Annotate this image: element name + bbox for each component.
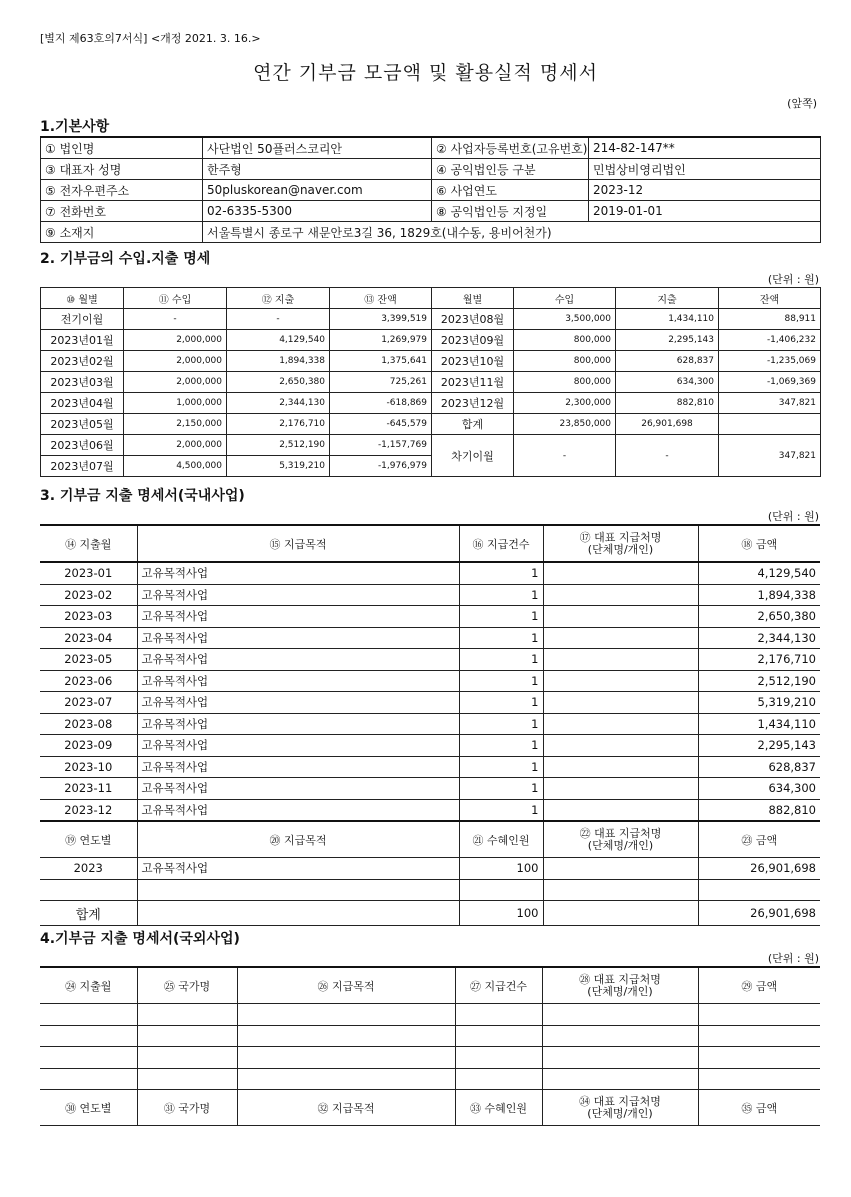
empty-cell: [237, 1068, 455, 1090]
section-income-title: 2. 기부금의 수입.지출 명세: [40, 251, 211, 267]
purpose-cell: 고유목적사업: [137, 713, 459, 735]
unit-label: (단위 : 원): [767, 273, 819, 286]
recipient-cell: [543, 627, 698, 649]
empty-cell: [40, 1068, 137, 1090]
empty-cell: [137, 1047, 237, 1069]
table-row: [40, 1025, 820, 1047]
value-cell: 5,319,210: [227, 456, 330, 477]
recipient-cell: [543, 670, 698, 692]
count-cell: 100: [459, 901, 543, 926]
amount-cell: 1,434,110: [698, 713, 820, 735]
label-cell: ⑤ 전자우편주소: [41, 180, 203, 201]
value-cell: -: [124, 309, 227, 330]
amount-cell: 26,901,698: [698, 901, 820, 926]
month-cell: 전기이월: [41, 309, 124, 330]
label-cell: ② 사업자등록번호(고유번호): [432, 137, 589, 159]
purpose-cell: 고유목적사업: [137, 735, 459, 757]
count-cell: 100: [459, 858, 543, 880]
domestic-expense-table: [40, 524, 820, 926]
empty-cell: [698, 1004, 820, 1026]
month-cell: 2023년03월: [41, 372, 124, 393]
table-row: [41, 137, 821, 159]
amount-cell: 628,837: [698, 756, 820, 778]
header-cell: ⑳ 지급목적: [137, 821, 459, 858]
month-cell: 2023-03: [40, 606, 137, 628]
header-cell: ⑯ 지급건수: [459, 525, 543, 562]
value-cell: -1,157,769: [330, 435, 432, 456]
form-reference: [별지 제63호의7서식] <개정 2021. 3. 16.>: [40, 32, 261, 45]
header-cell: ⑪ 수입: [124, 288, 227, 309]
table-row: [40, 713, 820, 735]
count-cell: 1: [459, 778, 543, 800]
header-cell: ⑲ 연도별: [40, 821, 137, 858]
label-cell: ⑨ 소재지: [41, 222, 203, 243]
empty-cell: [40, 1004, 137, 1026]
month-cell: 2023-01: [40, 562, 137, 584]
page-side-label: (앞쪽): [787, 97, 817, 110]
purpose-cell: 고유목적사업: [137, 799, 459, 821]
header-cell: [542, 1090, 698, 1126]
header-cell: ⑭ 지출월: [40, 525, 137, 562]
recipient-cell: [543, 692, 698, 714]
carry-forward-label: 차기이월: [432, 435, 514, 477]
value-cell: -1,406,232: [719, 330, 821, 351]
recipient-cell: [543, 713, 698, 735]
header-cell: ㉟ 금액: [698, 1090, 820, 1126]
label-cell: ⑧ 공익법인등 지정일: [432, 201, 589, 222]
month-cell: 2023년07월: [41, 456, 124, 477]
month-cell: 2023-07: [40, 692, 137, 714]
purpose-cell: 고유목적사업: [137, 562, 459, 584]
table-row: [40, 858, 820, 880]
recipient-cell: [543, 606, 698, 628]
count-cell: 1: [459, 627, 543, 649]
value-cell: 23,850,000: [514, 414, 616, 435]
recipient-cell: [543, 584, 698, 606]
label-cell: ④ 공익법인등 구분: [432, 159, 589, 180]
table-row: [40, 1004, 820, 1026]
month-cell: 2023년12월: [432, 393, 514, 414]
value-cell: 2,344,130: [227, 393, 330, 414]
month-cell: 2023-12: [40, 799, 137, 821]
header-cell: ㉑ 수혜인원: [459, 821, 543, 858]
header-cell: 월별: [432, 288, 514, 309]
overseas-expense-table: [40, 966, 820, 1126]
header-cell: [542, 967, 698, 1004]
value-cell: 3,500,000: [514, 309, 616, 330]
month-cell: 2023년05월: [41, 414, 124, 435]
month-cell: 2023-06: [40, 670, 137, 692]
purpose-cell: 고유목적사업: [137, 649, 459, 671]
month-cell: 2023-02: [40, 584, 137, 606]
table-header-row: [40, 1090, 820, 1126]
unit-label: (단위 : 원): [767, 510, 819, 523]
table-row: [41, 435, 821, 456]
empty-cell: [237, 1025, 455, 1047]
label-cell: ⑥ 사업연도: [432, 180, 589, 201]
value-cell: 800,000: [514, 351, 616, 372]
table-row: [40, 606, 820, 628]
total-label: 합계: [40, 901, 137, 926]
value-cell: 2023-12: [589, 180, 821, 201]
header-cell: ㉓ 금액: [698, 821, 820, 858]
purpose-cell: 고유목적사업: [137, 778, 459, 800]
value-cell: 634,300: [616, 372, 719, 393]
header-cell: ⑬ 잔액: [330, 288, 432, 309]
month-cell: 2023-11: [40, 778, 137, 800]
empty-cell: [698, 1025, 820, 1047]
header-line: ⑰ 대표 지급처명: [579, 530, 662, 544]
purpose-cell: 고유목적사업: [137, 670, 459, 692]
empty-cell: [698, 1068, 820, 1090]
value-cell: 2,000,000: [124, 330, 227, 351]
value-cell: 2,512,190: [227, 435, 330, 456]
count-cell: 1: [459, 670, 543, 692]
value-cell: -618,869: [330, 393, 432, 414]
empty-cell: [542, 1047, 698, 1069]
header-cell: ⑩ 월별: [41, 288, 124, 309]
label-cell: ③ 대표자 성명: [41, 159, 203, 180]
empty-cell: [137, 879, 459, 901]
purpose-cell: 고유목적사업: [137, 584, 459, 606]
header-cell: ㉙ 금액: [698, 967, 820, 1004]
header-cell: ㉗ 지급건수: [455, 967, 542, 1004]
value-cell: 1,894,338: [227, 351, 330, 372]
empty-cell: [137, 1025, 237, 1047]
empty-cell: [237, 1004, 455, 1026]
value-cell: 1,434,110: [616, 309, 719, 330]
value-cell: 214-82-147**: [589, 137, 821, 159]
header-line: ㉞ 대표 지급처명: [579, 1094, 661, 1108]
header-line: (단체명/개인): [587, 984, 653, 998]
total-row: [40, 901, 820, 926]
value-cell: 26,901,698: [616, 414, 719, 435]
header-cell: [543, 525, 698, 562]
value-cell: 50pluskorean@naver.com: [203, 180, 432, 201]
value-cell: 2,000,000: [124, 372, 227, 393]
value-cell: -645,579: [330, 414, 432, 435]
recipient-cell: [543, 735, 698, 757]
section-overseas-title: 4.기부금 지출 명세서(국외사업): [40, 931, 240, 947]
header-cell: ㉕ 국가명: [137, 967, 237, 1004]
empty-cell: [40, 1025, 137, 1047]
month-cell: 2023년04월: [41, 393, 124, 414]
basic-info-table: [40, 136, 821, 243]
table-row: [41, 351, 821, 372]
amount-cell: 634,300: [698, 778, 820, 800]
table-row: [41, 414, 821, 435]
value-cell: 2,300,000: [514, 393, 616, 414]
total-label-cell: 합계: [432, 414, 514, 435]
count-cell: 1: [459, 735, 543, 757]
table-row: [41, 159, 821, 180]
value-cell: 2,650,380: [227, 372, 330, 393]
value-cell: 4,129,540: [227, 330, 330, 351]
header-cell: ㉝ 수혜인원: [455, 1090, 542, 1126]
recipient-cell: [543, 756, 698, 778]
empty-cell: [542, 1004, 698, 1026]
amount-cell: 2,344,130: [698, 627, 820, 649]
table-row: [41, 201, 821, 222]
month-cell: 2023-09: [40, 735, 137, 757]
empty-cell: [542, 1068, 698, 1090]
empty-cell: [137, 1068, 237, 1090]
value-cell: -: [514, 435, 616, 477]
table-row: [40, 627, 820, 649]
value-cell: 2,000,000: [124, 435, 227, 456]
purpose-cell: 고유목적사업: [137, 756, 459, 778]
count-cell: 1: [459, 713, 543, 735]
value-cell: 1,375,641: [330, 351, 432, 372]
value-cell: 2,150,000: [124, 414, 227, 435]
table-row: [40, 692, 820, 714]
header-line: ㉒ 대표 지급처명: [579, 826, 662, 840]
month-cell: 2023년01월: [41, 330, 124, 351]
value-cell: -1,235,069: [719, 351, 821, 372]
header-line: (단체명/개인): [587, 838, 654, 852]
table-row: [40, 1047, 820, 1069]
empty-cell: [459, 879, 543, 901]
address-cell: 서울특별시 종로구 새문안로3길 36, 1829호(내수동, 용비어천가): [203, 222, 821, 243]
table-header-row: [41, 288, 821, 309]
header-cell: [543, 821, 698, 858]
header-cell: ⑫ 지출: [227, 288, 330, 309]
empty-cell: [698, 879, 820, 901]
value-cell: 347,821: [719, 435, 821, 477]
month-cell: 2023년10월: [432, 351, 514, 372]
table-header-row: [40, 821, 820, 858]
empty-cell: [698, 1047, 820, 1069]
header-cell: 수입: [514, 288, 616, 309]
unit-label: (단위 : 원): [767, 952, 819, 965]
recipient-cell: [543, 649, 698, 671]
empty-cell: [455, 1004, 542, 1026]
value-cell: 3,399,519: [330, 309, 432, 330]
table-row: [40, 649, 820, 671]
table-row: [40, 562, 820, 584]
value-cell: 725,261: [330, 372, 432, 393]
value-cell: [719, 414, 821, 435]
table-row: [40, 778, 820, 800]
count-cell: 1: [459, 692, 543, 714]
amount-cell: 882,810: [698, 799, 820, 821]
header-cell: ⑱ 금액: [698, 525, 820, 562]
empty-cell: [137, 1004, 237, 1026]
purpose-cell: 고유목적사업: [137, 627, 459, 649]
month-cell: 2023년06월: [41, 435, 124, 456]
purpose-cell: 고유목적사업: [137, 606, 459, 628]
count-cell: 1: [459, 584, 543, 606]
value-cell: 2,176,710: [227, 414, 330, 435]
purpose-cell: 고유목적사업: [137, 858, 459, 880]
month-cell: 2023-05: [40, 649, 137, 671]
label-cell: ⑦ 전화번호: [41, 201, 203, 222]
year-cell: 2023: [40, 858, 137, 880]
value-cell: 800,000: [514, 372, 616, 393]
amount-cell: 2,295,143: [698, 735, 820, 757]
count-cell: 1: [459, 756, 543, 778]
month-cell: 2023년02월: [41, 351, 124, 372]
value-cell: 02-6335-5300: [203, 201, 432, 222]
count-cell: 1: [459, 606, 543, 628]
header-line: (단체명/개인): [587, 1106, 653, 1120]
value-cell: 민법상비영리법인: [589, 159, 821, 180]
section-domestic-title: 3. 기부금 지출 명세서(국내사업): [40, 488, 245, 504]
month-cell: 2023년08월: [432, 309, 514, 330]
header-cell: ㉜ 지급목적: [237, 1090, 455, 1126]
header-line: ㉘ 대표 지급처명: [579, 972, 661, 986]
value-cell: -: [616, 435, 719, 477]
header-cell: 지출: [616, 288, 719, 309]
value-cell: 1,269,979: [330, 330, 432, 351]
amount-cell: 5,319,210: [698, 692, 820, 714]
table-row: [40, 799, 820, 821]
table-row: [40, 756, 820, 778]
table-header-row: [40, 967, 820, 1004]
table-row: [40, 670, 820, 692]
purpose-cell: 고유목적사업: [137, 692, 459, 714]
empty-cell: [542, 1025, 698, 1047]
table-row: [40, 584, 820, 606]
empty-cell: [455, 1025, 542, 1047]
empty-cell: [40, 879, 137, 901]
value-cell: 800,000: [514, 330, 616, 351]
header-cell: 잔액: [719, 288, 821, 309]
amount-cell: 4,129,540: [698, 562, 820, 584]
section-basic-title: 1.기본사항: [40, 119, 110, 135]
income-expense-table: [40, 287, 821, 477]
table-header-row: [40, 525, 820, 562]
value-cell: -1,069,369: [719, 372, 821, 393]
recipient-cell: [543, 799, 698, 821]
empty-cell: [455, 1047, 542, 1069]
recipient-cell: [543, 778, 698, 800]
value-cell: -1,976,979: [330, 456, 432, 477]
header-cell: ⑮ 지급목적: [137, 525, 459, 562]
count-cell: 1: [459, 649, 543, 671]
value-cell: 882,810: [616, 393, 719, 414]
value-cell: 2019-01-01: [589, 201, 821, 222]
empty-cell: [543, 879, 698, 901]
header-cell: ㉚ 연도별: [40, 1090, 137, 1126]
value-cell: 한주형: [203, 159, 432, 180]
table-row: [41, 372, 821, 393]
count-cell: 1: [459, 562, 543, 584]
value-cell: 1,000,000: [124, 393, 227, 414]
header-cell: ㉛ 국가명: [137, 1090, 237, 1126]
value-cell: 사단법인 50플러스코리안: [203, 137, 432, 159]
header-cell: ㉔ 지출월: [40, 967, 137, 1004]
table-row: [41, 330, 821, 351]
amount-cell: 26,901,698: [698, 858, 820, 880]
month-cell: 2023-08: [40, 713, 137, 735]
empty-cell: [237, 1047, 455, 1069]
table-row: [41, 180, 821, 201]
table-row: [40, 735, 820, 757]
table-row: [41, 309, 821, 330]
document-title: 연간 기부금 모금액 및 활용실적 명세서: [253, 62, 598, 84]
month-cell: 2023-10: [40, 756, 137, 778]
amount-cell: 2,176,710: [698, 649, 820, 671]
amount-cell: 2,512,190: [698, 670, 820, 692]
empty-cell: [455, 1068, 542, 1090]
empty-cell: [543, 901, 698, 926]
amount-cell: 1,894,338: [698, 584, 820, 606]
count-cell: 1: [459, 799, 543, 821]
table-row: [41, 222, 821, 243]
table-row: [41, 393, 821, 414]
value-cell: 2,000,000: [124, 351, 227, 372]
value-cell: 628,837: [616, 351, 719, 372]
recipient-cell: [543, 858, 698, 880]
value-cell: 4,500,000: [124, 456, 227, 477]
label-cell: ① 법인명: [41, 137, 203, 159]
empty-cell: [40, 1047, 137, 1069]
month-cell: 2023년09월: [432, 330, 514, 351]
value-cell: 2,295,143: [616, 330, 719, 351]
value-cell: 88,911: [719, 309, 821, 330]
table-row: [40, 879, 820, 901]
value-cell: -: [227, 309, 330, 330]
empty-cell: [137, 901, 459, 926]
recipient-cell: [543, 562, 698, 584]
amount-cell: 2,650,380: [698, 606, 820, 628]
month-cell: 2023년11월: [432, 372, 514, 393]
header-cell: ㉖ 지급목적: [237, 967, 455, 1004]
table-row: [40, 1068, 820, 1090]
month-cell: 2023-04: [40, 627, 137, 649]
header-line: (단체명/개인): [587, 542, 654, 556]
value-cell: 347,821: [719, 393, 821, 414]
